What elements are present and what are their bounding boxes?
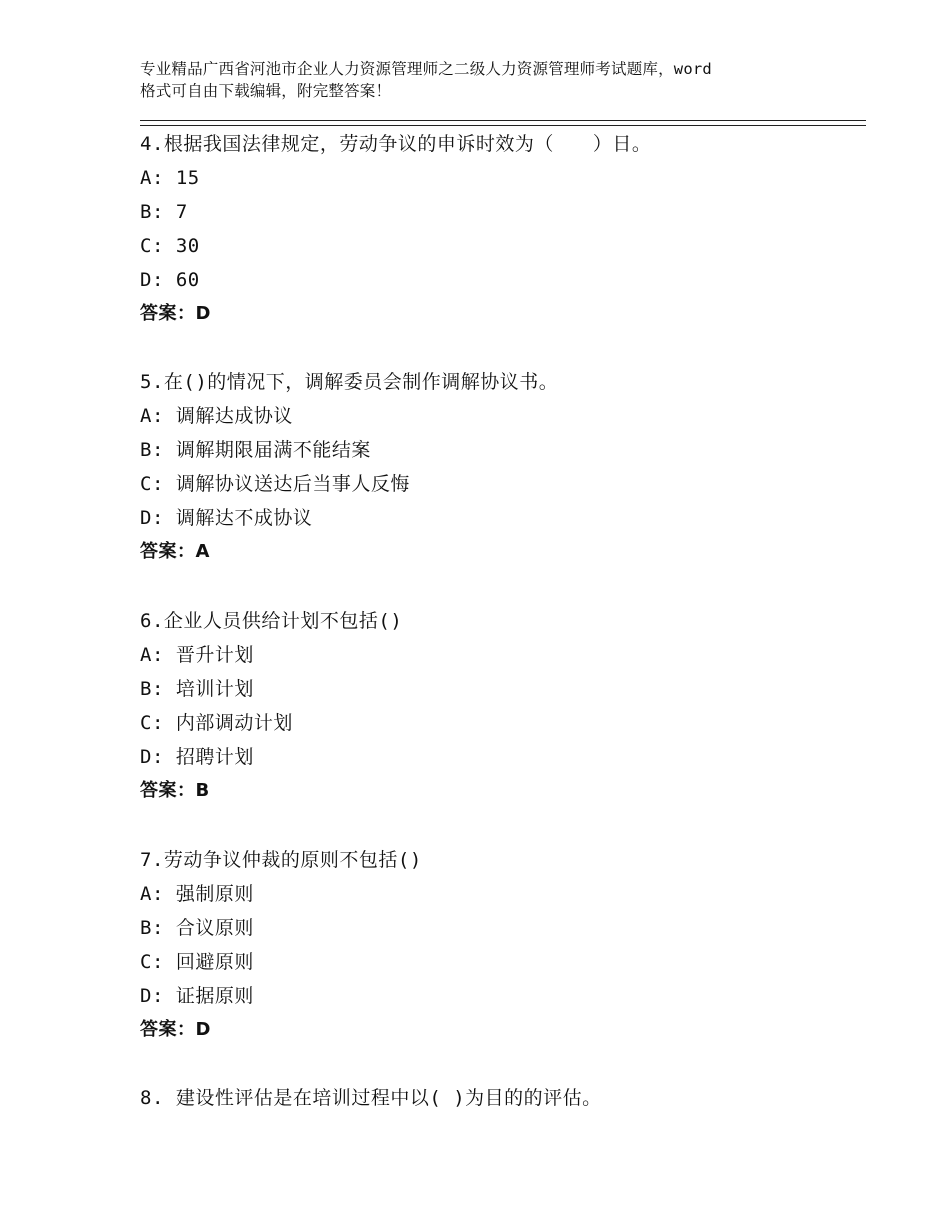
document-header [140, 58, 820, 102]
option-d: D: 调解达不成协议 [140, 507, 313, 529]
header-line-1: 专业精品广西省河池市企业人力资源管理师之二级人力资源管理师考试题库，word [140, 60, 712, 78]
option-c: C: 30 [140, 235, 200, 257]
option-b: B: 合议原则 [140, 917, 254, 939]
question-stem: 8. 建设性评估是在培训过程中以( )为目的的评估。 [140, 1087, 602, 1109]
question-stem: 4.根据我国法律规定，劳动争议的申诉时效为（ ）日。 [140, 133, 652, 155]
option-c: C: 调解协议送达后当事人反悔 [140, 473, 410, 495]
question-stem: 6.企业人员供给计划不包括() [140, 610, 403, 632]
question-6 [140, 604, 860, 808]
question-stem: 5.在()的情况下，调解委员会制作调解协议书。 [140, 371, 559, 393]
answer: 答案：A [140, 541, 210, 562]
option-d: D: 证据原则 [140, 985, 254, 1007]
option-c: C: 内部调动计划 [140, 712, 293, 734]
option-a: A: 15 [140, 167, 200, 189]
question-7 [140, 843, 860, 1047]
question-8 [140, 1081, 860, 1115]
option-d: D: 60 [140, 269, 200, 291]
question-stem: 7.劳动争议仲裁的原则不包括() [140, 849, 422, 871]
option-d: D: 招聘计划 [140, 746, 254, 768]
answer: 答案：D [140, 1019, 211, 1040]
question-5 [140, 365, 860, 569]
option-a: A: 晋升计划 [140, 644, 254, 666]
answer: 答案：B [140, 780, 210, 801]
option-c: C: 回避原则 [140, 951, 254, 973]
option-b: B: 7 [140, 201, 188, 223]
question-4 [140, 127, 860, 331]
option-a: A: 强制原则 [140, 883, 254, 905]
header-line-2: 格式可自由下载编辑，附完整答案！ [140, 82, 392, 100]
option-a: A: 调解达成协议 [140, 405, 293, 427]
header-divider [140, 120, 866, 126]
option-b: B: 调解期限届满不能结案 [140, 439, 371, 461]
answer: 答案：D [140, 303, 211, 324]
option-b: B: 培训计划 [140, 678, 254, 700]
